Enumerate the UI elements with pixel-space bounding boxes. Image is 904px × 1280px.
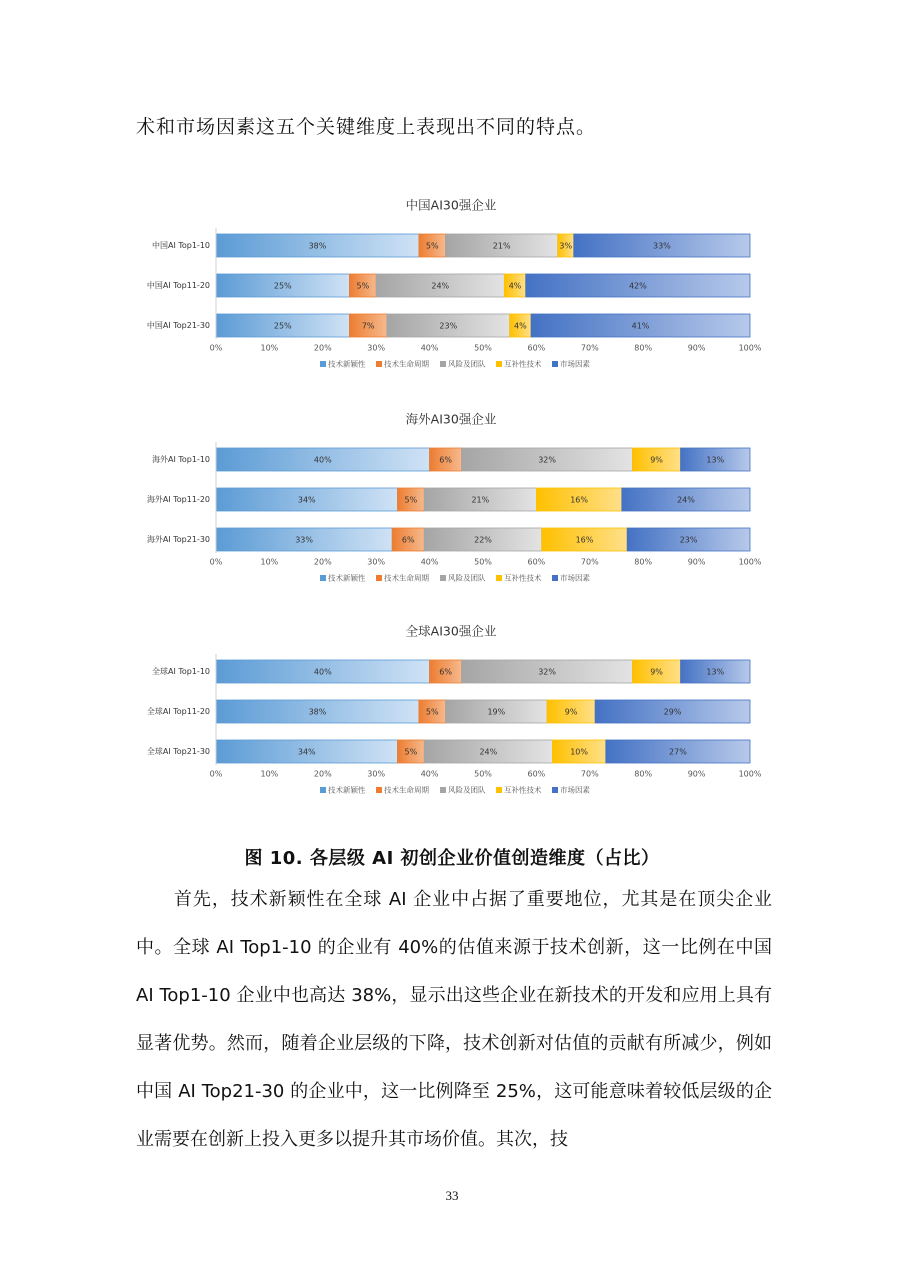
legend-swatch — [320, 575, 326, 581]
x-tick-label: 90% — [687, 769, 706, 779]
category-label: 全球AI Top21-30 — [146, 747, 210, 756]
data-label: 5% — [425, 707, 439, 717]
data-label: 4% — [508, 281, 522, 291]
data-label: 41% — [631, 321, 650, 331]
x-tick-label: 50% — [474, 769, 492, 779]
legend-label: 市场因素 — [560, 785, 590, 795]
category-label: 中国AI Top1-10 — [151, 241, 210, 250]
legend-label: 技术新颖性 — [328, 359, 366, 369]
x-tick-label: 50% — [474, 343, 492, 353]
data-label: 24% — [431, 281, 450, 291]
x-tick-label: 90% — [687, 343, 706, 353]
x-tick-label: 10% — [260, 557, 279, 567]
data-label: 25% — [273, 321, 292, 331]
legend-swatch — [376, 575, 382, 581]
legend-label: 技术新颖性 — [328, 785, 366, 795]
data-label: 23% — [679, 535, 698, 545]
x-tick-label: 30% — [367, 557, 386, 567]
x-tick-label: 50% — [474, 557, 492, 567]
x-tick-label: 30% — [367, 343, 386, 353]
x-tick-label: 60% — [527, 769, 546, 779]
data-label: 34% — [297, 747, 316, 757]
data-label: 13% — [706, 455, 725, 465]
legend-label: 技术生命周期 — [384, 359, 429, 369]
data-label: 27% — [669, 747, 687, 757]
chart-title: 海外AI30强企业 — [405, 411, 497, 427]
x-tick-label: 30% — [367, 769, 386, 779]
data-label: 33% — [295, 535, 314, 545]
x-tick-label: 20% — [313, 557, 332, 567]
data-label: 5% — [425, 241, 439, 251]
x-tick-label: 0% — [209, 769, 223, 779]
data-label: 3% — [559, 241, 573, 251]
body-paragraph: 首先，技术新颖性在全球 AI 企业中占据了重要地位，尤其是在顶尖企业中。全球 AI Top1-10 的企业有 40%的估值来源于技术创新，这一比例在中国 AI Top1-10 企业中也高达 38%，显示出这些企业在新技术的开发和应用上具有显著优势。然而，随着企业层级的下降，技术创新对估值的贡献有所减少，例如中国 AI Top21-30 的企业中，这一比例降至 25%，这可能意味着较低层级的企业需要在创新上投入更多以提升其市场价值。其次，技 — [136, 889, 772, 1150]
category-label: 中国AI Top11-20 — [146, 281, 210, 290]
data-label: 32% — [538, 667, 556, 677]
data-label: 23% — [439, 321, 458, 331]
data-label: 24% — [479, 747, 498, 757]
legend-swatch — [320, 787, 326, 793]
data-label: 33% — [652, 241, 671, 251]
legend-label: 风险及团队 — [448, 359, 486, 369]
x-tick-label: 0% — [209, 343, 223, 353]
data-label: 42% — [628, 281, 647, 291]
x-tick-label: 80% — [634, 343, 653, 353]
data-label: 32% — [538, 455, 556, 465]
legend-label: 风险及团队 — [448, 785, 486, 795]
legend-label: 市场因素 — [560, 573, 590, 583]
data-label: 38% — [308, 241, 327, 251]
legend-swatch — [440, 361, 446, 367]
x-tick-label: 0% — [209, 557, 223, 567]
data-label: 5% — [356, 281, 370, 291]
chart-title: 全球AI30强企业 — [405, 623, 497, 639]
data-label: 19% — [487, 707, 506, 717]
page-number: 33 — [445, 1188, 459, 1203]
x-tick-label: 90% — [687, 557, 706, 567]
legend-swatch — [496, 787, 502, 793]
x-tick-label: 20% — [313, 343, 332, 353]
legend-swatch — [552, 575, 558, 581]
x-tick-label: 10% — [260, 343, 279, 353]
legend-label: 风险及团队 — [448, 573, 486, 583]
figure-caption: 图 10. 各层级 AI 初创企业价值创造维度（占比） — [244, 848, 660, 869]
legend-label: 技术新颖性 — [328, 573, 366, 583]
chart-title: 中国AI30强企业 — [405, 197, 497, 213]
data-label: 24% — [677, 495, 695, 505]
x-tick-label: 40% — [420, 769, 439, 779]
data-label: 7% — [361, 321, 375, 331]
data-label: 6% — [439, 667, 452, 677]
data-label: 40% — [313, 667, 332, 677]
x-tick-label: 70% — [580, 557, 599, 567]
legend-swatch — [440, 575, 446, 581]
data-label: 4% — [514, 321, 527, 331]
data-label: 5% — [404, 495, 418, 505]
x-tick-label: 40% — [420, 557, 439, 567]
category-label: 海外AI Top1-10 — [151, 455, 210, 464]
data-label: 6% — [439, 455, 452, 465]
category-label: 中国AI Top21-30 — [146, 321, 210, 330]
legend-swatch — [440, 787, 446, 793]
x-tick-label: 100% — [738, 343, 762, 353]
category-label: 全球AI Top1-10 — [151, 667, 210, 676]
intro-text: 术和市场因素这五个关键维度上表现出不同的特点。 — [136, 116, 597, 138]
x-tick-label: 100% — [738, 557, 762, 567]
legend-swatch — [552, 787, 558, 793]
legend-label: 互补性技术 — [504, 573, 542, 583]
data-label: 22% — [474, 535, 492, 545]
x-tick-label: 60% — [527, 343, 546, 353]
data-label: 40% — [313, 455, 332, 465]
data-label: 38% — [308, 707, 327, 717]
x-tick-label: 10% — [260, 769, 279, 779]
data-label: 10% — [570, 747, 589, 757]
legend-label: 市场因素 — [560, 359, 590, 369]
data-label: 6% — [401, 535, 415, 545]
category-label: 海外AI Top11-20 — [146, 495, 210, 504]
data-label: 34% — [297, 495, 316, 505]
data-label: 21% — [471, 495, 490, 505]
data-label: 9% — [650, 667, 663, 677]
data-label: 29% — [663, 707, 682, 717]
data-label: 13% — [706, 667, 725, 677]
category-label: 全球AI Top11-20 — [146, 707, 210, 716]
x-tick-label: 40% — [420, 343, 439, 353]
data-label: 21% — [492, 241, 511, 251]
legend-label: 互补性技术 — [504, 785, 542, 795]
x-tick-label: 80% — [634, 557, 653, 567]
legend-swatch — [320, 361, 326, 367]
data-label: 9% — [564, 707, 578, 717]
legend-swatch — [552, 361, 558, 367]
x-tick-label: 70% — [580, 769, 599, 779]
x-tick-label: 100% — [738, 769, 762, 779]
legend-swatch — [496, 575, 502, 581]
legend-label: 技术生命周期 — [384, 573, 429, 583]
data-label: 9% — [650, 455, 663, 465]
data-label: 25% — [273, 281, 292, 291]
legend-swatch — [376, 361, 382, 367]
x-tick-label: 20% — [313, 769, 332, 779]
data-label: 16% — [570, 495, 589, 505]
legend-label: 互补性技术 — [504, 359, 542, 369]
x-tick-label: 70% — [580, 343, 599, 353]
data-label: 5% — [404, 747, 418, 757]
legend-swatch — [376, 787, 382, 793]
x-tick-label: 80% — [634, 769, 653, 779]
legend-label: 技术生命周期 — [384, 785, 429, 795]
legend-swatch — [496, 361, 502, 367]
x-tick-label: 60% — [527, 557, 546, 567]
category-label: 海外AI Top21-30 — [146, 535, 210, 544]
data-label: 16% — [575, 535, 594, 545]
